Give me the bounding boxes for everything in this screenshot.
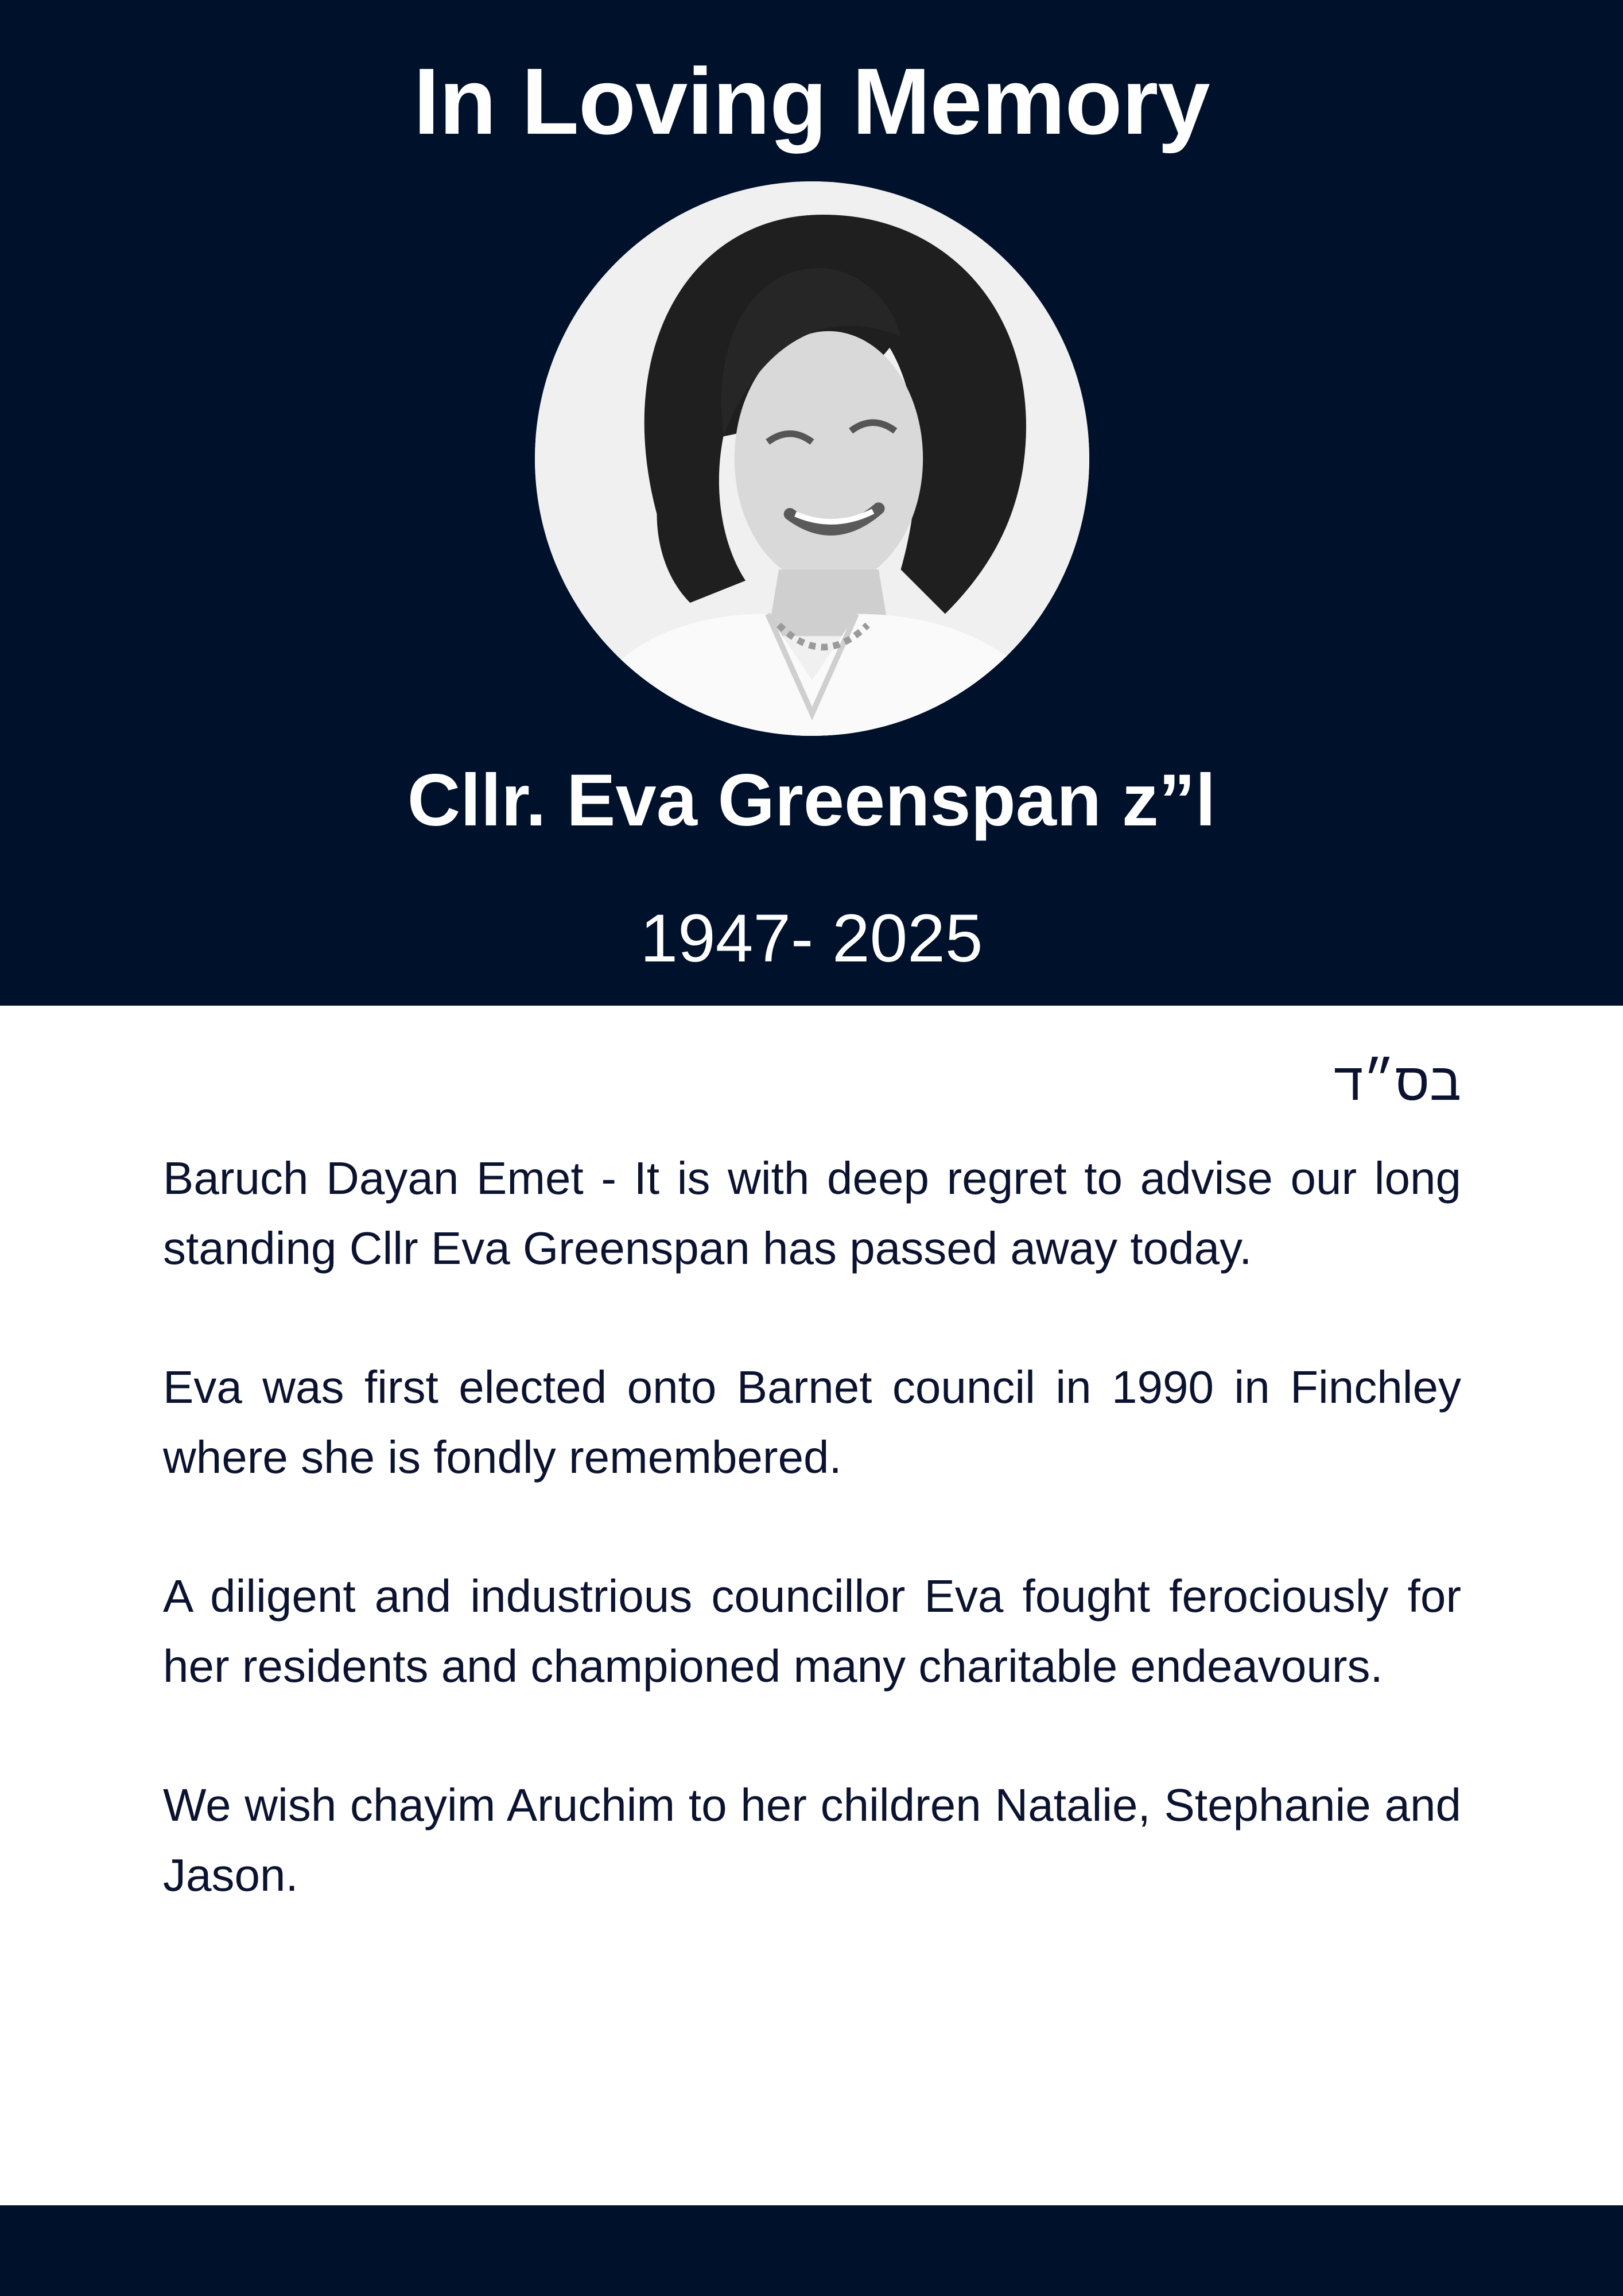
paragraph: Baruch Dayan Emet - It is with deep regret to advise our long standing Cllr Eva Greenspan has passed away today. xyxy=(163,1153,1461,1274)
portrait-photo xyxy=(535,181,1089,736)
paragraph: Eva was first elected onto Barnet council in 1990 in Finchley where she is fondly remembered. xyxy=(163,1362,1461,1483)
paragraph: We wish chayim Aruchim to her children Natalie, Stephanie and Jason. xyxy=(163,1779,1461,1901)
hebrew-heading: בס״ד xyxy=(1334,1053,1461,1111)
deceased-name: Cllr. Eva Greenspan z”l xyxy=(407,759,1216,841)
page-title: In Loving Memory xyxy=(413,49,1210,154)
paragraph: A diligent and industrious councillor Eva fought ferociously for her residents and championed many charitable endeavours. xyxy=(163,1570,1461,1692)
memorial-text xyxy=(163,1143,1461,1979)
header-banner xyxy=(0,0,1623,1006)
footer-bar xyxy=(0,2205,1623,2296)
portrait-illustration xyxy=(535,181,1089,736)
life-dates: 1947- 2025 xyxy=(640,901,983,976)
